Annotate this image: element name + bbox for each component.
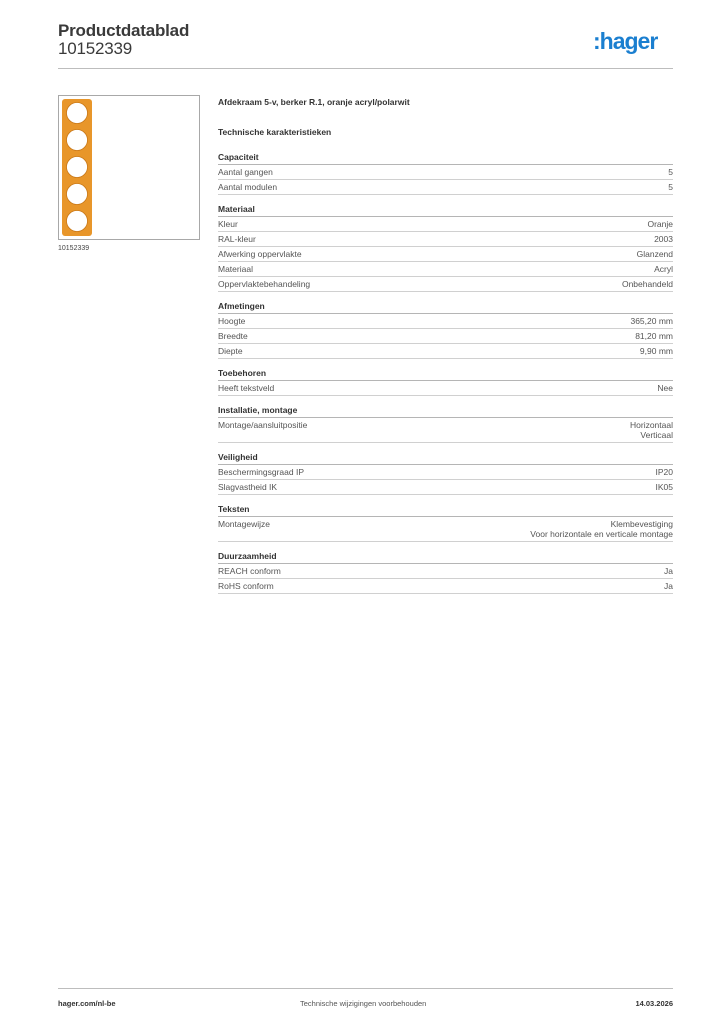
spec-label: Slagvastheid IK (218, 482, 278, 492)
spec-row (218, 465, 673, 480)
product-image (61, 98, 93, 237)
spec-row (218, 180, 673, 195)
spec-value (630, 316, 673, 326)
spec-value-line: Onbehandeld (621, 279, 673, 289)
spec-value (530, 519, 673, 539)
spec-value-line: Acryl (654, 264, 673, 274)
spec-value (640, 346, 673, 356)
spec-value-line: Klembevestiging (610, 519, 673, 529)
spec-row (218, 217, 673, 232)
spec-content (218, 97, 673, 603)
spec-row (218, 232, 673, 247)
spec-label: Aantal modulen (218, 182, 278, 192)
footer-website[interactable]: hager.com/nl-be (58, 999, 116, 1008)
product-title: Afdekraam 5-v, berker R.1, oranje acryl/polarwit (218, 97, 410, 107)
section-title: Materiaal (218, 204, 673, 217)
page-title: Productdatablad (58, 21, 190, 40)
spec-label: Montagewijze (218, 519, 270, 529)
spec-label: Oppervlaktebehandeling (218, 279, 311, 289)
spec-label: Heeft tekstveld (218, 383, 275, 393)
spec-value (668, 167, 673, 177)
spec-row (218, 277, 673, 292)
spec-section (218, 551, 673, 594)
frame-opening (67, 103, 88, 124)
section-title: Veiligheid (218, 452, 673, 465)
spec-value (647, 219, 673, 229)
frame-opening (67, 211, 88, 232)
spec-section (218, 204, 673, 292)
frame-opening (67, 157, 88, 178)
spec-value-line: Voor horizontale en verticale montage (530, 529, 673, 539)
hager-logo (593, 28, 675, 56)
spec-row (218, 262, 673, 277)
spec-label: Breedte (218, 331, 248, 341)
spec-label: Diepte (218, 346, 243, 356)
spec-section (218, 452, 673, 495)
spec-row (218, 381, 673, 396)
spec-value-line: 5 (668, 182, 673, 192)
spec-row (218, 314, 673, 329)
spec-row (218, 480, 673, 495)
spec-row (218, 329, 673, 344)
spec-value (635, 331, 673, 341)
spec-value-line: Horizontaal (630, 420, 673, 430)
spec-value (657, 383, 673, 393)
spec-label: Afwerking oppervlakte (218, 249, 302, 259)
spec-row (218, 418, 673, 443)
product-number: 10152339 (58, 39, 133, 58)
spec-label: Aantal gangen (218, 167, 273, 177)
section-title: Installatie, montage (218, 405, 673, 418)
spec-value (664, 581, 673, 591)
spec-value-line: 81,20 mm (635, 331, 673, 341)
spec-value-line: 2003 (654, 234, 673, 244)
spec-value (654, 234, 673, 244)
spec-label: Kleur (218, 219, 238, 229)
spec-value (630, 420, 673, 440)
spec-value (664, 566, 673, 576)
spec-value-line: Nee (657, 383, 673, 393)
spec-label: Montage/aansluitpositie (218, 420, 308, 430)
spec-sections (218, 152, 673, 594)
spec-value-line: Ja (664, 566, 673, 576)
spec-row (218, 579, 673, 594)
spec-row (218, 517, 673, 542)
section-title: Toebehoren (218, 368, 673, 381)
section-title: Capaciteit (218, 152, 673, 165)
spec-value (637, 249, 673, 259)
spec-value-line: 9,90 mm (639, 346, 673, 356)
footer-disclaimer: Technische wijzigingen voorbehouden (300, 999, 427, 1008)
spec-value (656, 467, 674, 477)
spec-value-line: Ja (664, 581, 673, 591)
spec-value (656, 482, 674, 492)
spec-row (218, 165, 673, 180)
spec-label: Materiaal (218, 264, 253, 274)
spec-section (218, 152, 673, 195)
frame-opening (67, 184, 88, 205)
frame-opening (67, 130, 88, 151)
spec-value (654, 264, 673, 274)
spec-row (218, 564, 673, 579)
section-title: Afmetingen (218, 301, 673, 314)
spec-section (218, 301, 673, 359)
spec-label: Beschermingsgraad IP (218, 467, 304, 477)
spec-value-line: 365,20 mm (630, 316, 673, 326)
spec-row (218, 344, 673, 359)
footer-divider (58, 988, 673, 989)
spec-label: REACH conform (218, 566, 281, 576)
spec-label: RoHS conform (218, 581, 274, 591)
spec-value-line: 5 (668, 167, 673, 177)
spec-section (218, 405, 673, 443)
spec-value-line: IK05 (655, 482, 673, 492)
image-caption: 10152339 (58, 245, 90, 252)
spec-row (218, 247, 673, 262)
spec-value-line: IP20 (655, 467, 673, 477)
section-title: Duurzaamheid (218, 551, 673, 564)
spec-value-line: Oranje (647, 219, 673, 229)
spec-label: RAL-kleur (218, 234, 256, 244)
spec-section (218, 368, 673, 396)
tech-heading: Technische karakteristieken (218, 127, 332, 137)
spec-value (622, 279, 673, 289)
spec-section (218, 504, 673, 542)
spec-value (668, 182, 673, 192)
footer-date: 14.03.2026 (635, 999, 673, 1008)
spec-value-line: Verticaal (640, 430, 673, 440)
spec-label: Hoogte (218, 316, 246, 326)
spec-value-line: Glanzend (636, 249, 673, 259)
logo-text: :hager (593, 28, 658, 54)
header-divider (58, 68, 673, 69)
section-title: Teksten (218, 504, 673, 517)
